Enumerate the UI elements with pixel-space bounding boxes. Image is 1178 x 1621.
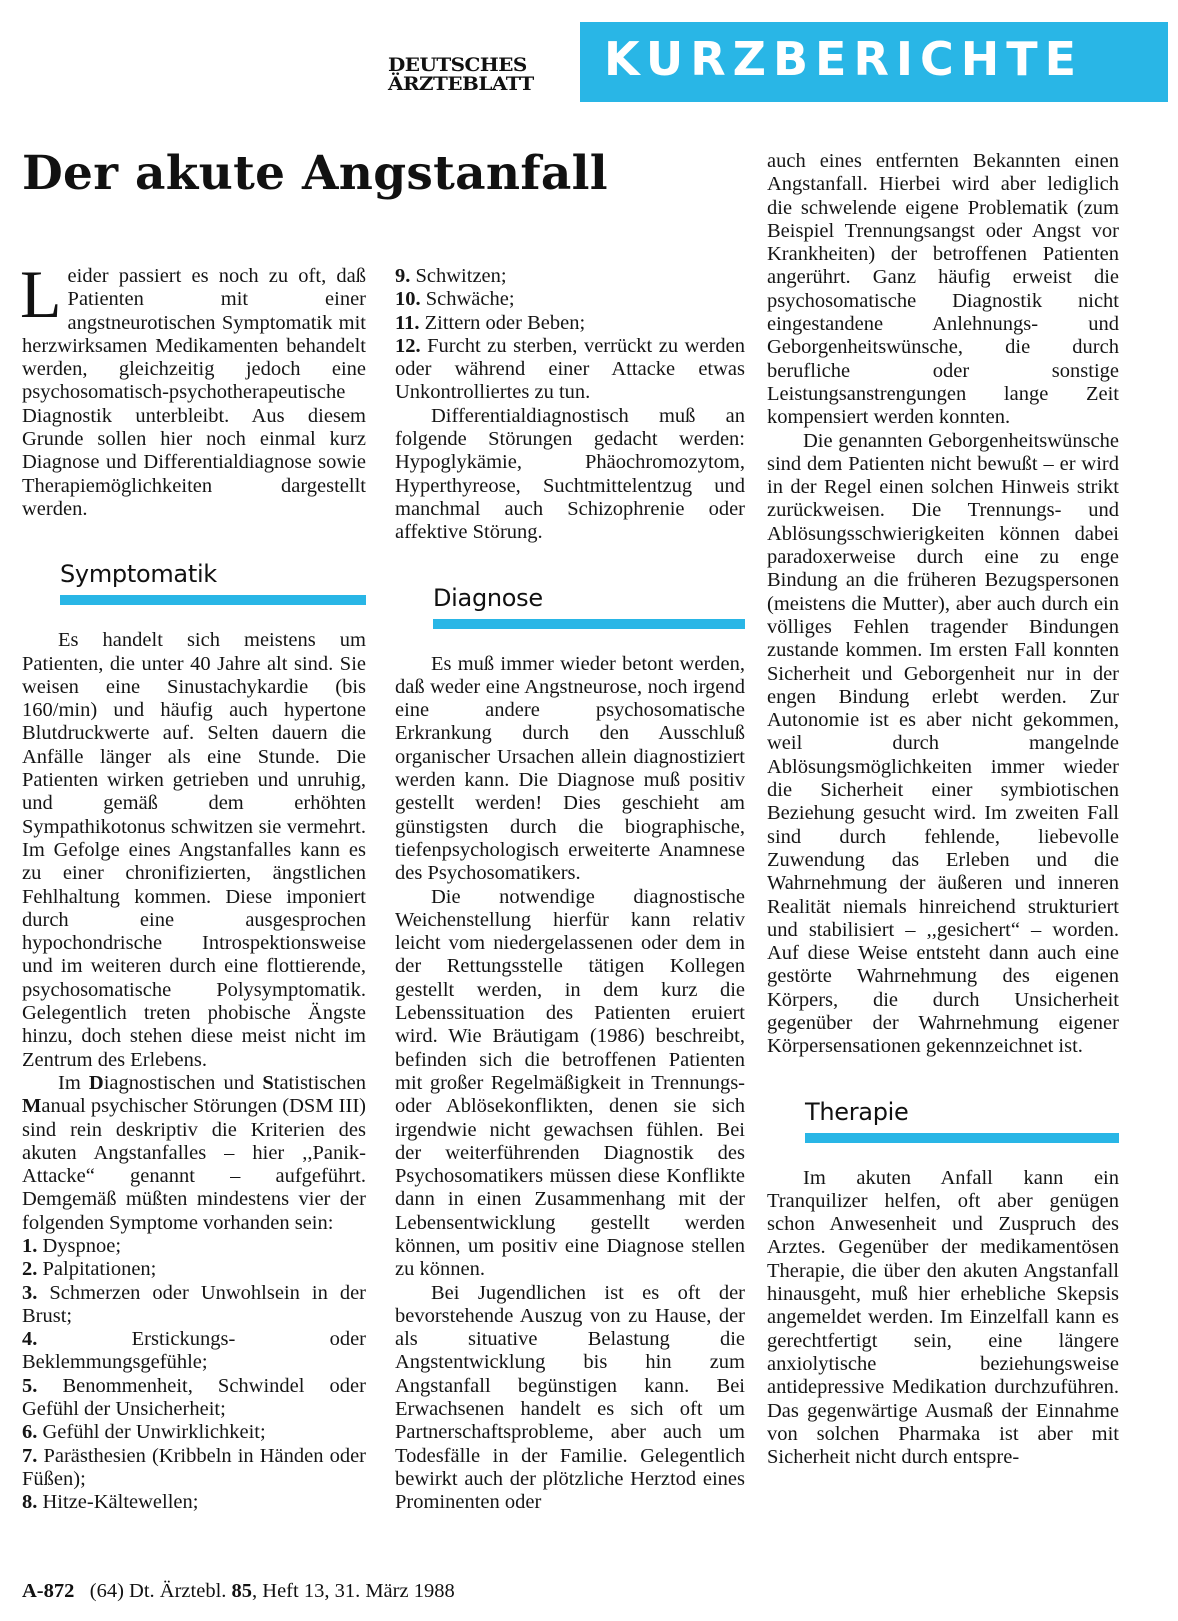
symptom-list-item: 6. Gefühl der Unwirklichkeit; bbox=[22, 1421, 266, 1444]
masthead-line-2: ÄRZTEBLATT bbox=[388, 73, 534, 95]
symptom-list-item: 5. Benommenheit, Schwindel oder Gefühl der Unsicherheit; bbox=[22, 1374, 366, 1421]
symptom-list-item: 1. Dyspnoe; bbox=[22, 1234, 122, 1257]
section-heading-diagnose: Diagnose bbox=[433, 583, 543, 612]
section-header-diagnose bbox=[395, 583, 745, 629]
section-heading-therapie: Therapie bbox=[805, 1097, 909, 1126]
section-banner bbox=[580, 22, 1168, 102]
citation-issue: , Heft 13, 31. März 1988 bbox=[252, 1580, 455, 1602]
symptom-list-item: 2. Palpitationen; bbox=[22, 1258, 157, 1281]
diagnose-paragraph-4: Die genannten Geborgenheitswünsche sind dem Patienten nicht bewußt – er wird in der Regel einen solchen Hinweis strikt zurückweisen. Die Trennungs- und Ablösungsschwierigkeiten können dabei paradoxerweise durch eine zu enge Bindung an die früheren Bezugspersonen (meistens die Mutter), aber auch durch ein völliges Fehlen tragender Bindungen zustande kommen. Im ersten Fall konnten Sicherheit und Geborgenheit nur in der engen Bindung erlebt werden. Zur Autonomie ist es aber nicht gekommen, weil durch mangelnde Ablösungsmöglichkeiten immer wieder die Sicherheit einer symbiotischen Beziehung gesucht wird. Im zweiten Fall sind durch fehlende, liebevolle Zuwendung das Erleben und die Wahrnehmung der äußeren und inneren Realität niemals hinreichend strukturiert und stabilisiert – ,,gesichert“ – worden. Auf diese Weise entsteht dann auch eine gestörte Wahrnehmung des eigenen Körpers, die durch Unsicherheit gegenüber der Wahrnehmung eigener Körpersensationen gekennzeichnet ist. bbox=[767, 429, 1119, 1058]
section-header-therapie bbox=[767, 1097, 1119, 1143]
symptom-list-part-1 bbox=[22, 1235, 366, 1515]
section-header-symptomatik bbox=[22, 559, 366, 605]
column-3 bbox=[767, 150, 1119, 1469]
diagnose-paragraph-1: Es muß immer wieder betont werden, daß weder eine Angstneurose, noch irgend eine andere psychosomatische Erkrankung durch den Ausschluß organischer Ursachen allein diagnostiziert werden kann. Die Diagnose muß positiv gestellt werden! Dies geschieht am günstigsten durch die biographische, tiefenpsychologisch erweiterte Anamnese des Psychosomatikers. bbox=[395, 652, 745, 885]
symptom-list-item: 7. Parästhesien (Kribbeln in Händen oder Füßen); bbox=[22, 1444, 366, 1490]
intro-paragraph bbox=[20, 256, 366, 521]
symptom-list-part-2 bbox=[395, 265, 745, 405]
section-underline-bar bbox=[60, 595, 366, 605]
symptom-list-item: 10. Schwäche; bbox=[395, 288, 515, 311]
symptomatik-paragraph-2: Im Diagnostischen und Statistischen Manual psychischer Störungen (DSM III) sind rein deskriptiv die Kriterien des akuten Angstanfalles – hier ,,Panik-Attacke“ genannt – aufgeführt. Demgemäß müßten mindestens vier der folgenden Symptome vorhanden sein: bbox=[22, 1071, 366, 1234]
symptom-list-item: 3. Schmerzen oder Unwohlsein in der Brust; bbox=[22, 1281, 366, 1327]
diagnose-paragraph-3-start: Bei Jugendlichen ist es oft der bevorstehende Auszug von zu Hause, der als situative Belastung die Angstentwicklung bis hin zum Angstanfall begünstigen kann. Bei Erwachsenen handelt es sich oft um Partnerschaftsprobleme, aber auch um Todesfälle in der Familie. Gelegentlich bewirkt auch der plötzliche Herztod eines Prominenten oder bbox=[395, 1281, 745, 1514]
intro-text: eider passiert es noch zu oft, daß Patienten mit einer angstneurotischen Symptomatik mit herzwirksamen Medikamenten behandelt werden, gleichzeitig jedoch eine psychosomatisch-psychotherapeutische Diagnostik unterbleibt. Aus diesem Grunde sollen hier noch einmal kurz Diagnose und Differentialdiagnose sowie Therapiemöglichkeiten dargestellt werden. bbox=[22, 265, 366, 520]
section-heading-symptomatik: Symptomatik bbox=[60, 560, 217, 589]
therapie-paragraph-1: Im akuten Anfall kann ein Tranquilizer helfen, oft aber genügen schon Anwesenheit und Zuspruch des Arztes. Gegenüber der medikamentösen Therapie, die über den akuten Angstanfall hinausgeht, muß hier erhebliche Skepsis angemeldet werden. Im Einzelfall kann es gerechtfertigt sein, eine längere anxiolytische beziehungsweise antidepressive Medikation durchzuführen. Das gegenwärtige Ausmaß der Einnahme von solchen Pharmaka ist aber mit Sicherheit nicht durch entspre- bbox=[767, 1166, 1119, 1469]
volume-number: 85 bbox=[231, 1580, 253, 1602]
section-underline-bar bbox=[433, 619, 745, 629]
section-underline-bar bbox=[805, 1133, 1119, 1143]
page-footer bbox=[22, 1580, 455, 1603]
column-1 bbox=[20, 256, 366, 1515]
symptom-list-item: 11. Zittern oder Beben; bbox=[395, 311, 586, 334]
symptom-list-item: 8. Hitze-Kältewellen; bbox=[22, 1491, 199, 1514]
column-2 bbox=[395, 265, 745, 1515]
page-number: A-872 bbox=[22, 1580, 75, 1602]
differential-paragraph: Differentialdiagnostisch muß an folgende Störungen gedacht werden: Hypoglykämie, Phäochromozytom, Hyperthyreose, Suchtmittelentzug und manchmal auch Schizophrenie oder affektive Störung. bbox=[395, 404, 745, 544]
symptomatik-paragraph-1: Es handelt sich meistens um Patienten, die unter 40 Jahre alt sind. Sie weisen eine Sinustachykardie (bis 160/min) und häufig auch hypertone Blutdruckwerte auf. Selten dauern die Anfälle länger als eine Stunde. Die Patienten wirken getrieben und unruhig, und gemäß dem erhöhten Sympathikotonus schwitzen sie vermehrt. Im Gefolge eines Angstanfalles kann es zu einer chronifizierten, ängstlichen Fehlhaltung kommen. Diese imponiert durch eine ausgesprochen hypochondrische Introspektionsweise und im weiteren durch eine flottierende, psychosomatische Polysymptomatik. Gelegentlich treten phobische Ängste hinzu, doch stehen diese meist nicht im Zentrum des Erlebens. bbox=[22, 629, 366, 1071]
drop-cap: L bbox=[20, 256, 62, 332]
citation-text: (64) Dt. Ärztebl. bbox=[89, 1580, 232, 1602]
section-label: KURZBERICHTE bbox=[604, 32, 1084, 86]
diagnose-paragraph-3-continued: auch eines entfernten Bekannten einen Angstanfall. Hierbei wird aber lediglich die schwelende eigene Problematik (zum Beispiel Trennungsangst oder Angst vor Krankheiten) der betroffenen Patienten angerührt. Ganz häufig erweist die psychosomatische Diagnostik nicht eingestandene Anlehnungs- und Geborgenheitswünsche, die durch berufliche oder sonstige Leistungsanstrengungen lange Zeit kompensiert werden konnten. bbox=[767, 150, 1119, 429]
symptom-list-item: 4. Erstickungs- oder Beklemmungsgefühle; bbox=[22, 1328, 366, 1374]
symptom-list-item: 9. Schwitzen; bbox=[395, 265, 507, 287]
masthead-logo bbox=[388, 56, 558, 94]
masthead-line-1: DEUTSCHES bbox=[388, 54, 527, 76]
article-title: Der akute Angstanfall bbox=[22, 146, 608, 201]
diagnose-paragraph-2: Die notwendige diagnostische Weichenstellung hierfür kann relativ leicht vom niedergelassenen oder dem in der Rettungsstelle tätigen Kollegen gestellt werden, in dem kurz die Lebenssituation des Patienten eruiert wird. Wie Bräutigam (1986) beschreibt, befinden sich die betroffenen Patienten mit großer Regelmäßigkeit in Trennungs- oder Ablösekonflikten, denen sie sich irgendwie nicht gewachsen fühlen. Bei der weiterführenden Diagnostik des Psychosomatikers müssen diese Konflikte dann in einen Zusammenhang mit der Lebensentwicklung gestellt werden können, um positiv eine Diagnose stellen zu können. bbox=[395, 885, 745, 1281]
symptom-list-item: 12. Furcht zu sterben, verrückt zu werden oder während einer Attacke etwas Unkontrolliertes zu tun. bbox=[395, 334, 745, 404]
